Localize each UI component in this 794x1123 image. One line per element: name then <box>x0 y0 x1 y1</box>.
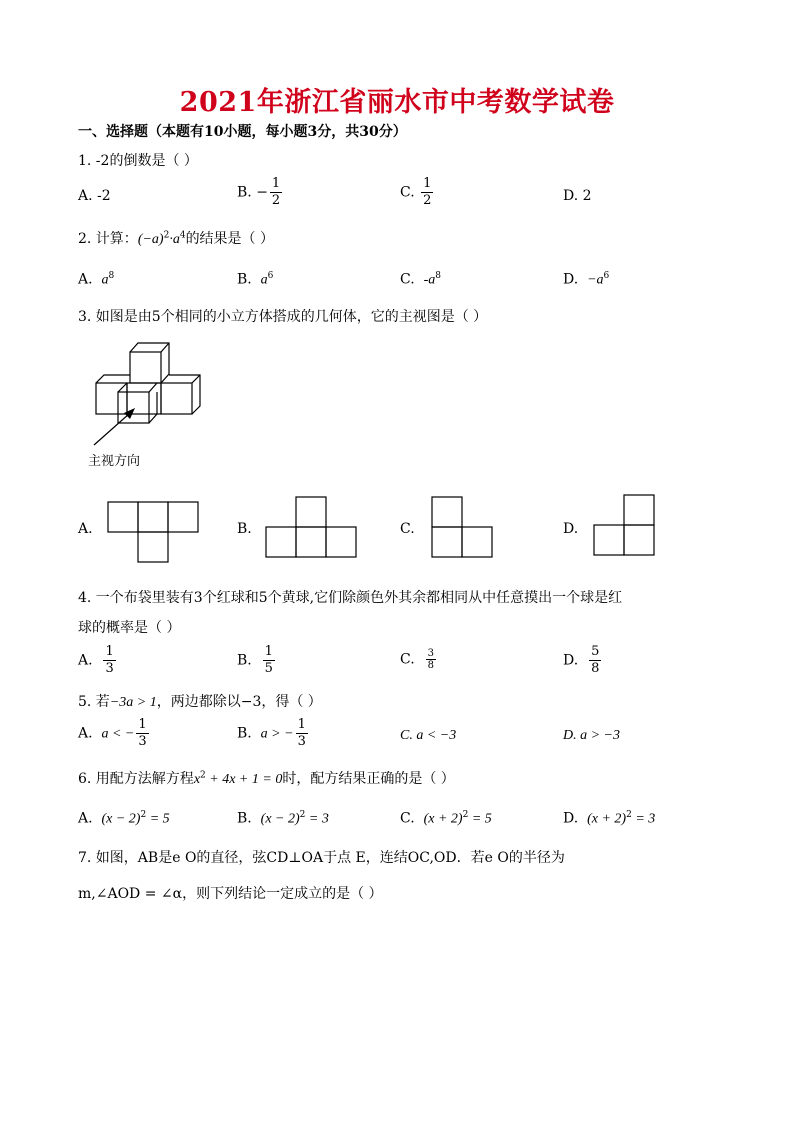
q5-option-a[interactable]: A. a < − $\frac{1}{3}$ <box>78 717 147 749</box>
q1-option-c[interactable]: C. $\frac{1}{2}$ <box>400 176 432 208</box>
q3-option-a[interactable]: A. <box>78 521 93 537</box>
q1-option-a[interactable]: A. -2 <box>78 188 111 204</box>
q3-option-b[interactable]: B. <box>237 521 252 537</box>
question-7-line1: 7. 如图，AB是e O的直径，弦CD⊥OA于点 E，连结OC,OD．若e O的半径为 <box>78 850 565 866</box>
question-3-stem: 3. 如图是由5个相同的小立方体搭成的几何体，它的主视图是（ ） <box>78 309 488 325</box>
question-4-stem-line2: 球的概率是（ ） <box>78 620 181 636</box>
question-5-stem: 5. 若−3a > 1，两边都除以−3，得（ ） <box>78 694 322 710</box>
q6-option-d[interactable]: D. $(x + 2)^2 = 3$ <box>563 810 656 827</box>
view-direction-label: 主视方向 <box>88 454 141 469</box>
q4-option-c[interactable]: C. $\frac{3}{8}$ <box>400 648 434 671</box>
q5-option-d[interactable]: D. a > −3 <box>563 728 621 743</box>
q4-option-a[interactable]: A. $\frac{1}{3}$ <box>78 644 114 676</box>
q6-option-b[interactable]: B. $(x - 2)^2 = 3$ <box>237 810 329 827</box>
q3-option-c[interactable]: C. <box>400 521 415 537</box>
q1-c-fraction: $\frac{1}{2}$ <box>423 176 432 208</box>
q3-option-d[interactable]: D. <box>563 521 579 537</box>
q1-b-fraction: $\frac{1}{2}$ <box>271 176 281 208</box>
q3-option-a-figure[interactable] <box>107 501 202 566</box>
question-4-stem-line1: 4. 一个布袋里装有3个红球和5个黄球,它们除颜色外其余都相同从中任意摸出一个球是红 <box>78 590 623 606</box>
q4-option-b[interactable]: B. $\frac{1}{5}$ <box>237 644 273 676</box>
q6-option-a[interactable]: A. $(x - 2)^2 = 5$ <box>78 810 170 827</box>
section-heading: 一、选择题（本题有10小题，每小题3分，共30分） <box>78 124 407 140</box>
q2-option-d[interactable]: D. $-a^6$ <box>563 271 610 288</box>
q5-option-c[interactable]: C. a < −3 <box>400 728 457 743</box>
q6-option-c[interactable]: C. $(x + 2)^2 = 5$ <box>400 810 492 827</box>
q2-option-a[interactable]: A. $a^8$ <box>78 271 115 288</box>
q5-option-b[interactable]: B. a > − $\frac{1}{3}$ <box>237 717 306 749</box>
q1-option-d[interactable]: D. 2 <box>563 188 592 204</box>
question-2-stem: 2. 计算：$(-a)^2\cdot a^4$的结果是（ ） <box>78 230 275 247</box>
q3-option-c-figure[interactable] <box>431 496 496 561</box>
q2-option-c[interactable]: C. $-a^8$ <box>400 271 441 288</box>
q1-option-b[interactable]: B. − $\frac{1}{2}$ <box>237 176 281 208</box>
q2-option-b[interactable]: B. $a^6$ <box>237 271 274 288</box>
q4-option-d[interactable]: D. $\frac{5}{8}$ <box>563 644 600 676</box>
page-title: 2021年浙江省丽水市中考数学试卷 <box>179 87 615 118</box>
q3-option-d-figure[interactable] <box>593 494 658 559</box>
question-7-line2: m,∠AOD = ∠α，则下列结论一定成立的是（ ） <box>78 886 383 902</box>
question-6-stem: 6. 用配方法解方程$x^2 + 4x + 1 = 0$时，配方结果正确的是（ ） <box>78 770 455 787</box>
question-1-stem: 1. -2的倒数是（ ） <box>78 153 198 169</box>
q3-option-b-figure[interactable] <box>265 496 360 561</box>
